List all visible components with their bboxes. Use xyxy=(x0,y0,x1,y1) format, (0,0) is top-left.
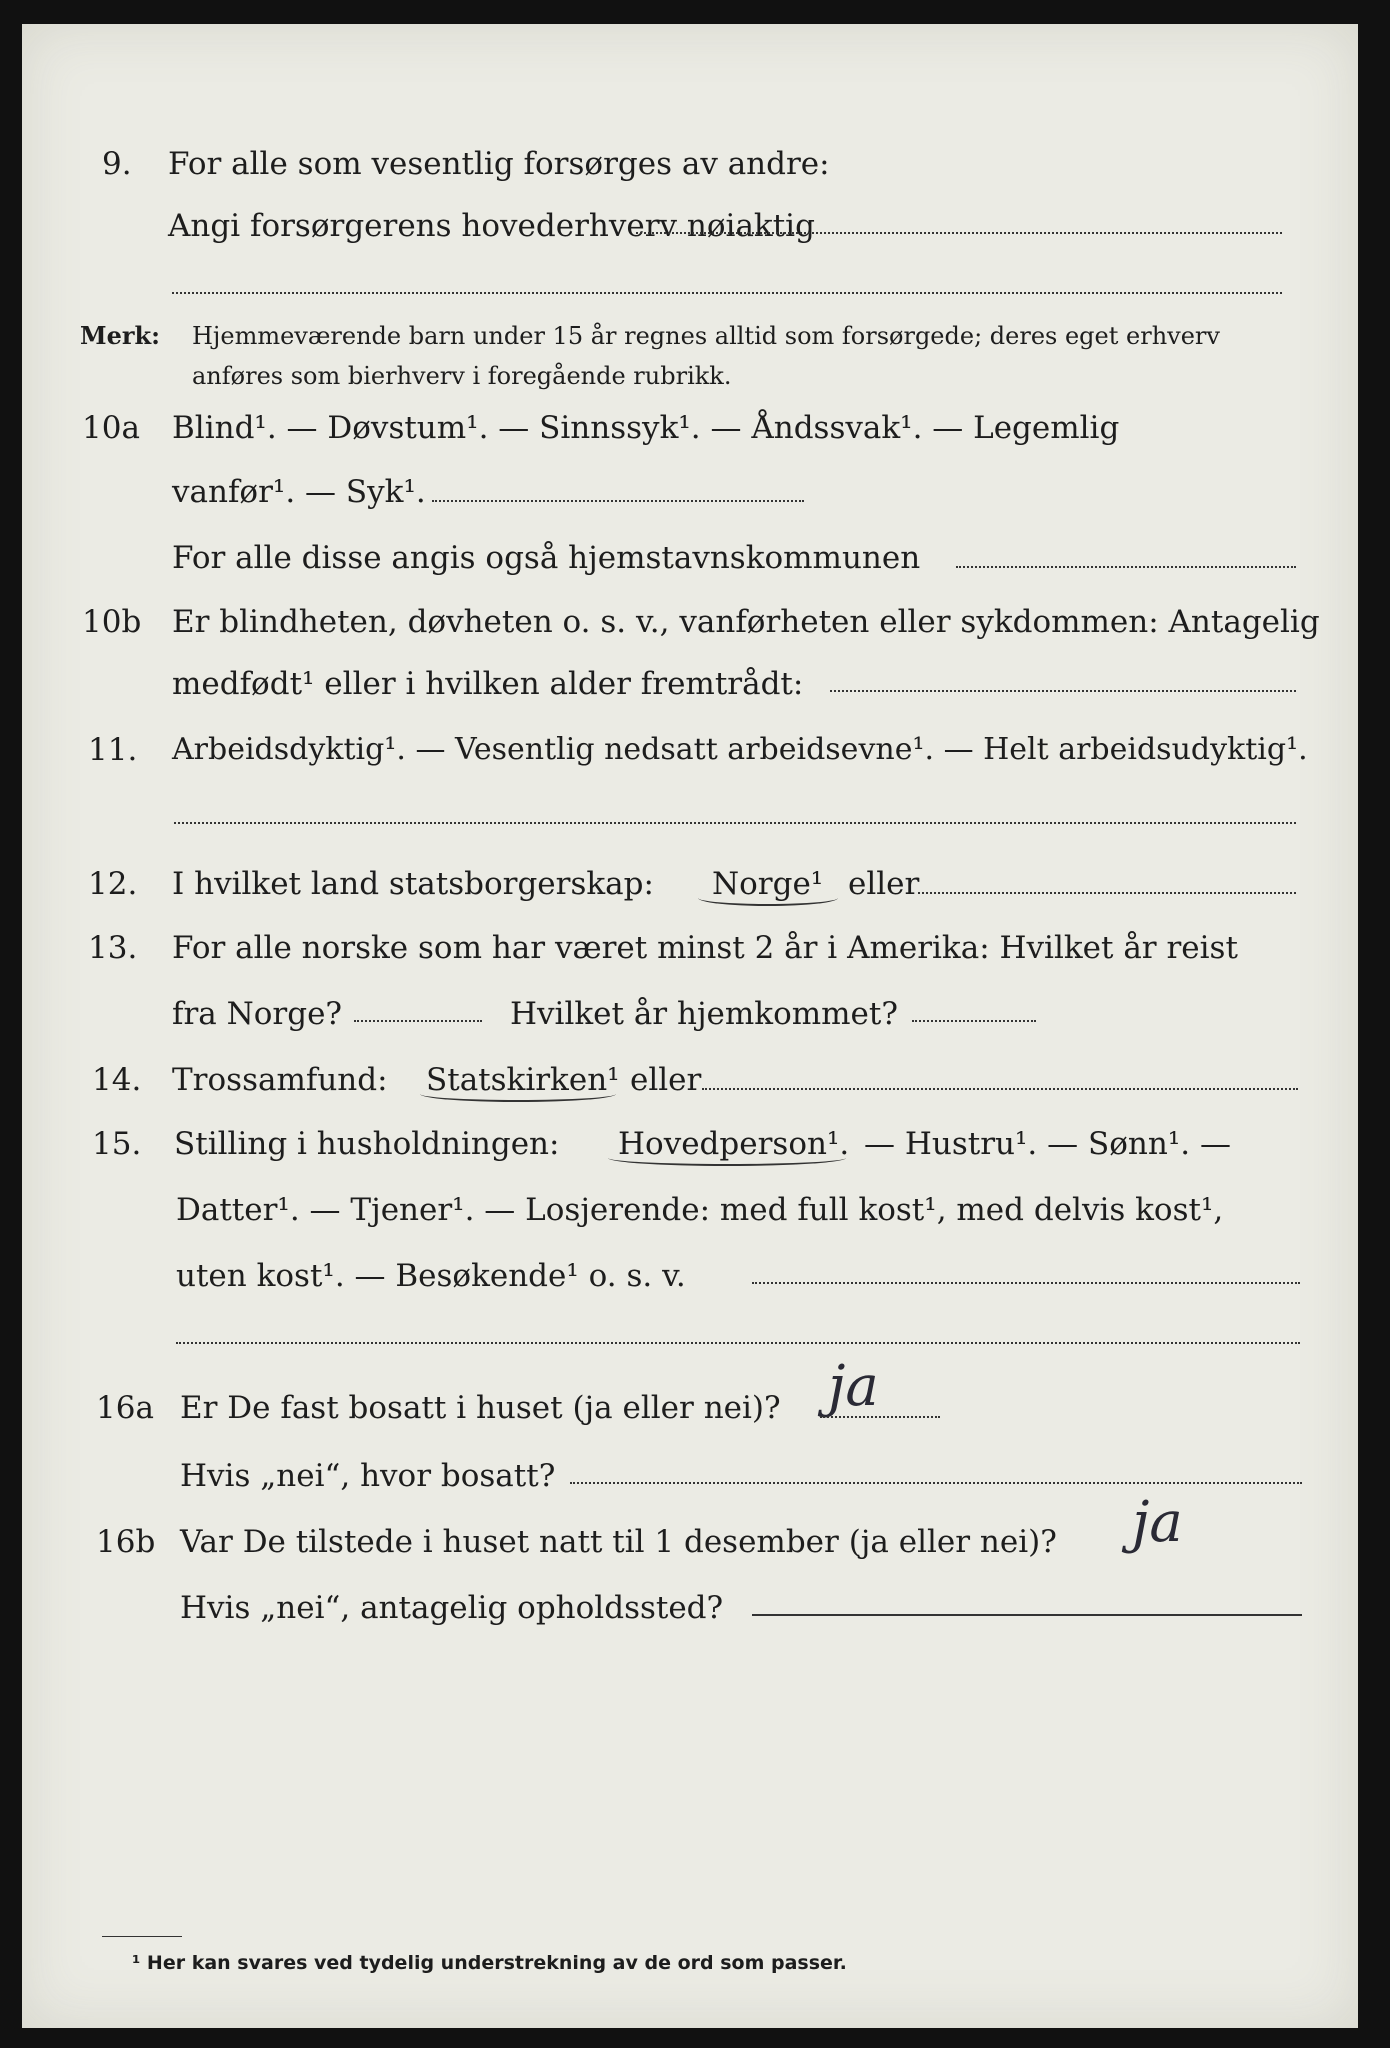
q16a-answer-line-1[interactable] xyxy=(820,1416,940,1418)
q11-number: 11. xyxy=(88,732,138,768)
q10b-row-1 xyxy=(22,602,1358,642)
q15-prefix: Stilling i husholdningen: xyxy=(174,1126,560,1162)
q10b-row-2 xyxy=(22,664,1358,704)
q9-row-2 xyxy=(22,206,1358,246)
q10b-answer-line[interactable] xyxy=(830,690,1296,692)
q10a-number: 10a xyxy=(82,410,140,446)
q9-text-1: For alle som vesentlig forsørges av andre: xyxy=(168,146,830,182)
q9-answer-line-1[interactable] xyxy=(636,232,1282,234)
q15-answer-line-2[interactable] xyxy=(176,1342,1300,1344)
q16b-answer-line[interactable] xyxy=(752,1614,1302,1616)
q10a-text-2: vanfør¹. — Syk¹. xyxy=(172,474,426,510)
q10a-answer-line-2[interactable] xyxy=(956,566,1296,568)
q9-row-1 xyxy=(22,144,1358,184)
q12-row xyxy=(22,864,1358,904)
q16b-handwritten-answer[interactable]: ja xyxy=(1132,1490,1183,1555)
form-page xyxy=(22,24,1358,2028)
q15-text-1-rest: — Hustru¹. — Sønn¹. — xyxy=(864,1126,1231,1162)
q10a-text-1: Blind¹. — Døvstum¹. — Sinnssyk¹. — Åndssvak¹. — Legemlig xyxy=(172,410,1120,446)
q11-text-1: Arbeidsdyktig¹. — Vesentlig nedsatt arbeidsevne¹. — Helt arbeidsudyktig¹. xyxy=(172,732,1308,767)
q15-text-2: Datter¹. — Tjener¹. — Losjerende: med full kost¹, med delvis kost¹, xyxy=(176,1192,1224,1228)
q15-text-3: uten kost¹. — Besøkende¹ o. s. v. xyxy=(176,1258,686,1294)
q16a-number: 16a xyxy=(96,1390,154,1426)
q9-answer-line-2[interactable] xyxy=(172,292,1282,294)
merk-text-1: Hjemmeværende barn under 15 år regnes alltid som forsørgede; deres eget erhverv xyxy=(192,322,1220,350)
q12-number: 12. xyxy=(88,866,138,902)
q16a-answer-line-2[interactable] xyxy=(570,1482,1302,1484)
q16a-text-1: Er De fast bosatt i huset (ja eller nei)? xyxy=(180,1390,781,1426)
footnote: ¹ Her kan svares ved tydelig understrekning av de ord som passer. xyxy=(132,1952,847,1974)
q14-suffix: eller xyxy=(630,1062,702,1098)
q15-underline-mark xyxy=(608,1150,846,1166)
q13-row-2 xyxy=(22,994,1358,1034)
q13-text-1: For alle norske som har været minst 2 år i Amerika: Hvilket år reist xyxy=(172,930,1238,966)
q9-number: 9. xyxy=(102,146,132,182)
q11-answer-line[interactable] xyxy=(174,822,1296,824)
q16b-number: 16b xyxy=(96,1524,156,1560)
q16a-handwritten-answer[interactable]: ja xyxy=(828,1354,879,1419)
q16b-text-2: Hvis „nei“, antagelig opholdssted? xyxy=(180,1590,724,1626)
q16a-row-1 xyxy=(22,1388,1358,1428)
q11-row-1 xyxy=(22,730,1358,770)
q10a-row-2 xyxy=(22,472,1358,512)
q15-row-2 xyxy=(22,1190,1358,1230)
q15-option-hovedperson[interactable]: Hovedperson¹. xyxy=(618,1126,850,1162)
q16b-row-2 xyxy=(22,1588,1358,1628)
q12-underline-mark xyxy=(698,890,838,906)
q15-answer-line-1[interactable] xyxy=(752,1282,1300,1284)
q13-text-2a: fra Norge? xyxy=(172,996,343,1032)
merk-text-2: anføres som bierhverv i foregående rubrikk. xyxy=(192,362,732,390)
q13-answer-line-reist[interactable] xyxy=(354,1020,482,1022)
q9-text-2: Angi forsørgerens hovederhverv nøiaktig xyxy=(168,208,815,244)
q10a-text-3: For alle disse angis også hjemstavnskommunen xyxy=(172,540,921,576)
footnote-rule xyxy=(102,1936,182,1937)
q10a-answer-line-1[interactable] xyxy=(432,500,804,502)
q12-option-norge[interactable]: Norge¹ xyxy=(712,866,824,902)
q10a-row-3 xyxy=(22,538,1358,578)
q13-answer-line-hjemkommet[interactable] xyxy=(912,1020,1036,1022)
q10b-number: 10b xyxy=(82,604,142,640)
q13-row-1 xyxy=(22,928,1358,968)
q14-number: 14. xyxy=(92,1062,142,1098)
q10b-text-1: Er blindheten, døvheten o. s. v., vanførheten eller sykdommen: Antagelig xyxy=(172,604,1320,640)
q14-underline-mark xyxy=(420,1086,616,1102)
q16a-text-2: Hvis „nei“, hvor bosatt? xyxy=(180,1458,556,1494)
q15-row-3 xyxy=(22,1256,1358,1296)
q14-option-statskirken[interactable]: Statskirken¹ xyxy=(426,1062,620,1098)
q12-prefix: I hvilket land statsborgerskap: xyxy=(172,866,654,902)
q13-number: 13. xyxy=(88,930,138,966)
q14-prefix: Trossamfund: xyxy=(172,1062,388,1098)
q12-suffix: eller xyxy=(848,866,920,902)
q14-answer-line[interactable] xyxy=(702,1088,1298,1090)
q10b-text-2: medfødt¹ eller i hvilken alder fremtrådt: xyxy=(172,666,804,702)
merk-label: Merk: xyxy=(80,321,160,350)
q16b-text-1: Var De tilstede i huset natt til 1 desember (ja eller nei)? xyxy=(180,1524,1057,1560)
q14-row xyxy=(22,1060,1358,1100)
q15-number: 15. xyxy=(92,1126,142,1162)
q13-text-2b: Hvilket år hjemkommet? xyxy=(510,996,898,1032)
q12-answer-line[interactable] xyxy=(918,892,1296,894)
q10a-row-1 xyxy=(22,408,1358,448)
